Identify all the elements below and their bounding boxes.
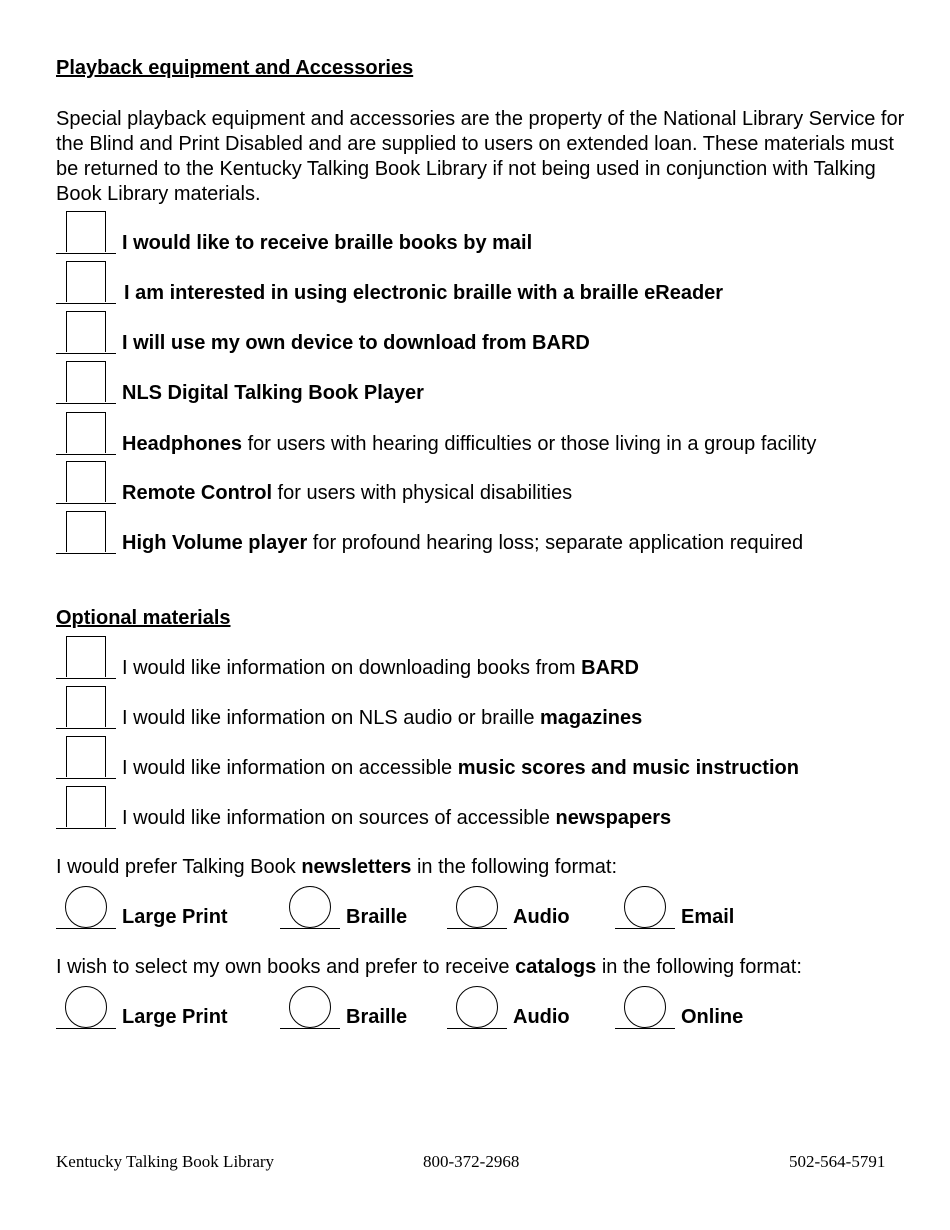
catalogs-prompt: I wish to select my own books and prefer to receive catalogs in the following format:: [56, 956, 802, 978]
checkbox[interactable]: [66, 636, 106, 677]
radio-circle[interactable]: [65, 986, 107, 1028]
checkbox[interactable]: [66, 211, 106, 252]
intro-paragraph: Special playback equipment and accessories are the property of the National Library Service for the Blind and Print Disabled and are supplied to users on extended loan. These materials must be returned to the Kentucky Talking Book Library if not being used in conjunction with Talking Book Library materials.: [56, 108, 905, 205]
catalog-option[interactable]: Large Print: [56, 986, 246, 1032]
checkbox[interactable]: [66, 511, 106, 552]
newsletter-option[interactable]: Large Print: [56, 886, 246, 932]
checkbox[interactable]: [66, 261, 106, 302]
catalog-option[interactable]: Online: [615, 986, 755, 1032]
radio-circle[interactable]: [65, 886, 107, 928]
newsletter-option[interactable]: Braille: [280, 886, 420, 932]
section-heading-playback: Playback equipment and Accessories: [56, 57, 414, 79]
radio-circle[interactable]: [456, 986, 498, 1028]
checkbox[interactable]: [66, 412, 106, 453]
footer-phone-tollfree: 800-372-2968: [423, 1152, 520, 1171]
section-heading-optional: Optional materials: [56, 607, 231, 629]
newsletter-option[interactable]: Email: [615, 886, 755, 932]
checkbox[interactable]: [66, 686, 106, 727]
checkbox[interactable]: [66, 786, 106, 827]
radio-circle[interactable]: [289, 986, 331, 1028]
footer-library-name: Kentucky Talking Book Library: [56, 1152, 275, 1171]
checkbox[interactable]: [66, 736, 106, 777]
footer-phone-local: 502-564-5791: [789, 1152, 886, 1171]
newsletters-prompt: I would prefer Talking Book newsletters in the following format:: [56, 856, 618, 878]
checkbox[interactable]: [66, 461, 106, 502]
radio-circle[interactable]: [624, 886, 666, 928]
catalog-option[interactable]: Audio: [447, 986, 587, 1032]
catalog-option[interactable]: Braille: [280, 986, 420, 1032]
radio-circle[interactable]: [289, 886, 331, 928]
radio-circle[interactable]: [456, 886, 498, 928]
checkbox[interactable]: [66, 361, 106, 402]
radio-circle[interactable]: [624, 986, 666, 1028]
checkbox[interactable]: [66, 311, 106, 352]
newsletter-option[interactable]: Audio: [447, 886, 587, 932]
